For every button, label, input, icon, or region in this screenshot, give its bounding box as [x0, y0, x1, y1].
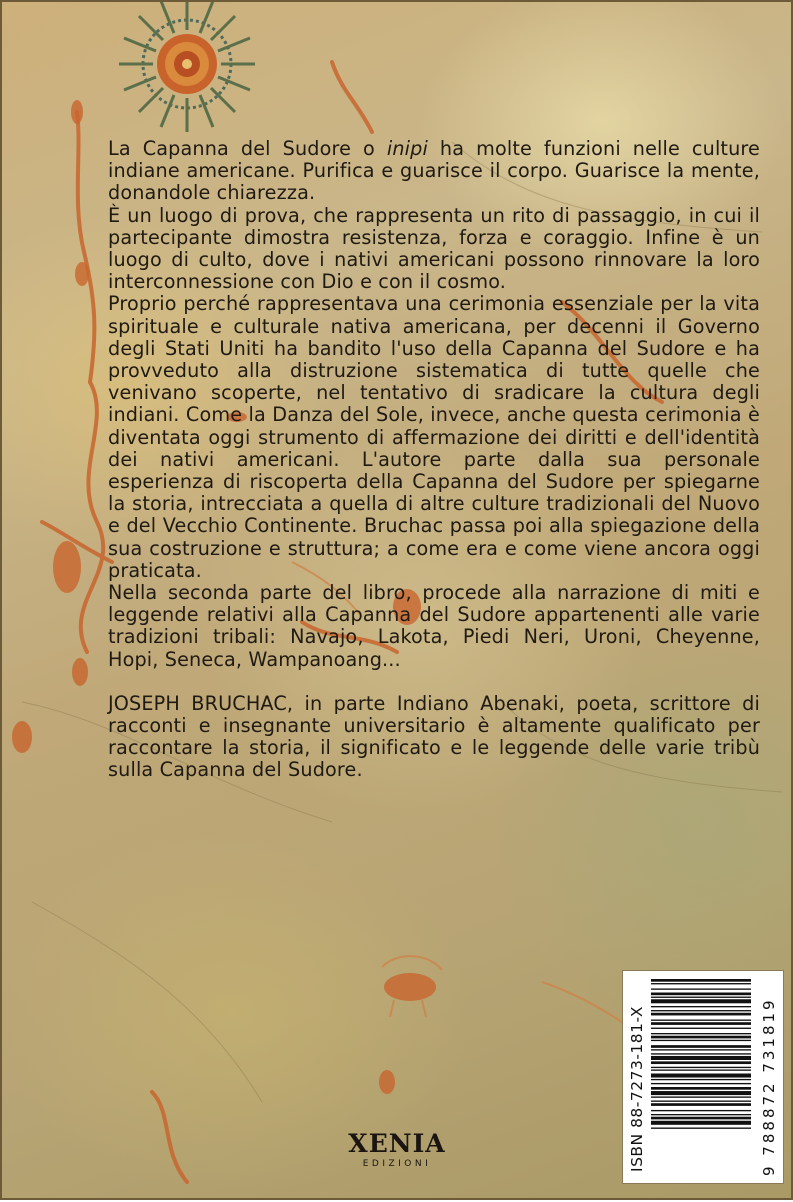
paragraph-1-italic-term: inipi [386, 137, 428, 160]
description-text [108, 138, 760, 782]
paragraph-3 [108, 293, 760, 582]
paragraph-2 [108, 205, 760, 294]
ean-number: 9 788872 731819 [760, 997, 778, 1176]
publisher-subtitle: EDIZIONI [362, 1159, 432, 1169]
paragraph-2-text: È un luogo di prova, che rappresenta un rito di passaggio, in cui il partecipante dimostra resistenza, forza e coraggio. Infine è un luogo di culto, dove i nativi americani possono rinnovare la loro interconnessione con Dio e con il cosmo. [108, 203, 760, 294]
sun-icon [119, 2, 255, 132]
paragraph-1 [108, 138, 760, 205]
paragraph-1-part-2: ha molte funzioni nelle culture indiane americane. Purifica e guarisce il corpo. Guarisce la mente, donandole chiarezza. [108, 137, 760, 205]
publisher-logo [332, 1130, 462, 1170]
isbn-label: ISBN 88-7273-181-X [628, 1006, 646, 1172]
paragraph-1-part-1: La Capanna del Sudore o [108, 137, 387, 160]
barcode-icon [623, 971, 783, 1183]
author-note: JOSEPH BRUCHAC, in parte Indiano Abenaki, poeta, scrittore di racconti e insegnante universitario è altamente qualificato per raccontare la storia, il significato e le leggende delle varie tribù sulla Capanna del Sudore. [108, 691, 760, 782]
paragraph-3-text: Proprio perché rappresentava una cerimonia essenziale per la vita spirituale e culturale nativa americana, per decenni il Governo degli Stati Uniti ha bandito l'uso della Capanna del Sudore e ha provveduto alla distruzione sistematica di tutte quelle che venivano scoperte, nel tentativo di sradicare la cultura degli indiani. Come la Danza del Sole, invece, anche questa cerimonia è diventata oggi strumento di affermazione dei diritti e dell'identità dei nativi americani. L'autore parte dalla sua personale esperienza di riscoperta della Capanna del Sudore per spiegarne la storia, intrecciata a quella di altre culture tradizionali del Nuovo e del Vecchio Continente. Bruchac passa poi alla spiegazione della sua costruzione e struttura; a come era e come viene ancora oggi praticata. [108, 292, 760, 582]
publisher-name: XENIA [348, 1129, 446, 1158]
paragraph-4 [108, 582, 760, 671]
paragraph-4-text: Nella seconda parte del libro, procede alla narrazione di miti e leggende relativi alla Capanna del Sudore appartenenti alle varie tradizioni tribali: Navajo, Lakota, Piedi Neri, Uroni, Cheyenne, Hopi, Seneca, Wampanoang... [108, 581, 760, 671]
